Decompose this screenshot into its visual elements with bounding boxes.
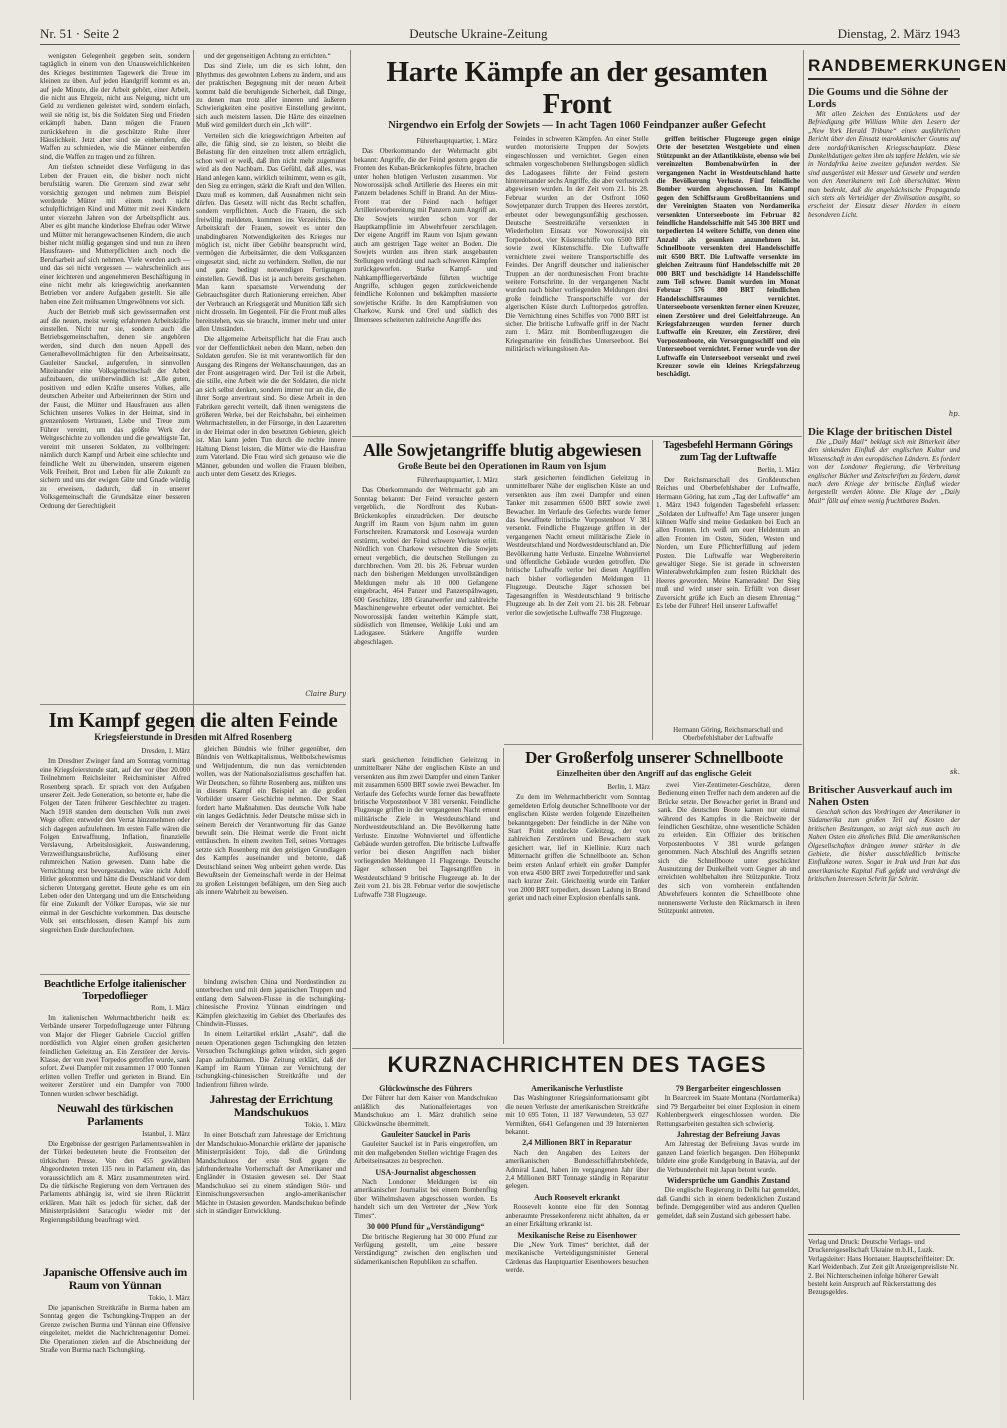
section-divider: [352, 1048, 802, 1049]
article-paragraph: Der Reichsmarschall des Großdeutschen Reiches und Oberbefehlshaber der Luftwaffe, Hermann Göring, hat zum „Tag der Luftwaffe“ am 1. März 1943 folgenden Tagesbefehl erlassen: „Soldaten der Luftwaffe! Am Tage unserer jungen kühnen Waffe sind meine Gedanken bei Euch an allen Fronten. Ich weiß um euer Heldentum an allen Fronten im Osten, Süden, Westen und Norden, um Eure Pflichterfüllung auf jedem Posten. Die Luftwaffe war Wegbereiterin gewaltiger Siege. Sie ist gerade in schwersten Winterabwehrkämpfen zum festen Rückhalt des Heeres geworden. Meine Kameraden! Der Sieg muß und wird unser sein. Erfüllt von dieser Zuversicht grüße ich Euch an diesem Ehrentag.“ Es lebe der Führer! Heil unserer Luftwaffe!: [656, 476, 800, 611]
article-headline: Alle Sowjetangriffe blutig abgewiesen: [362, 440, 642, 460]
article-rosenberg: [40, 708, 346, 970]
column-rule: [803, 50, 804, 1400]
article-schnellboote: [508, 748, 800, 1044]
news-item-headline: Jahrestag der Befreiung Javas: [676, 1130, 780, 1140]
news-item-headline: 79 Bergarbeiter eingeschlossen: [675, 1084, 781, 1093]
page-header: [40, 24, 960, 45]
column-rule: [350, 50, 351, 1400]
article-headline: Der Großerfolg unserer Schnellboote: [525, 748, 783, 767]
article-paragraph: In einer Botschaft zum Jahrestage der Errichtung der Mandschukuo-Monarchie erklärte der japanische Ministerpräsident Tojo, daß die Gründung Mandschukuos der erste Stoß gegen die jahrhundertealte Vorherrschaft der Amerikaner und Engländer in Ostasien gewesen sei. Der Staat Mandschukuo sei zu einem ständigen Stör- und Einmischungsversuchen anglo-amerikanischer Mächte in Ostasien geworden. Mandschukuo befinde sich in ständiger Entwicklung.: [196, 1131, 346, 1215]
sidebar-headline: Britischer Ausverkauf auch im Nahen Osten: [808, 784, 953, 808]
article-subhead: Einzelheiten über den Angriff auf das englische Geleit: [556, 768, 752, 778]
article-paragraph: Das Oberkommando der Wehrmacht gab am Sonntag bekannt: Der Feind versuchte gestern vergeblich, die Nordfront des Kuban-Brückenkopfes einzudrücken. Der deutsche Angriff im Raum von Isjum nahm im guten Fortschreiten. Kramatorsk und Losowaja wurden erstürmt, wobei der Feind schwere Verluste erlitt. Nördlich von Charkow versuchten die Sowjets erneut vergeblich, die deutschen Stellungen zu durchbrechen. Vom 20. bis 26. Februar wurden nach den bisherigen Meldungen unvollständigen Meldungen mehr als 10 000 Gefangene eingebracht, 464 Panzer und Panzerspähwagen, 600 Geschütze, 189 Granatwerfer und zahlreiche Maschinengewehre erbeutet oder vernichtet. Bei Noworossijsk fanden weiterhin Kämpfe statt, südöstlich von Ilmensee, Welikije Luki und am Ladogasee. Stärkere Angriffe wurden abgeschlagen.: [354, 486, 498, 646]
news-item-headline: Gauleiter Sauckel in Paris: [380, 1130, 471, 1140]
article-paragraph: Das Oberkommando der Wehrmacht gibt bekannt: Angriffe, die der Feind gestern gegen die Fronten des Kuban-Brückenkopfes führte, brachen unter hohen blutigen Verlusten zusammen. Vor Noworossijsk schoß Artillerie des Heeres ein mit Panzern beladenes Schiff in Brand. An der Mius-Front trat der Feind nach heftiger Artillerievorbereitung mit Panzern zum Angriff an. Die Sowjets wurden schon vor der Hauptkampflinie im Abwehrfeuer zerschlagen. Der eigene Angriff im Raum von Isjum gewann auch am gestrigen Tage weiter an Boden. Die Sowjets wurden aus ihren stark ausgebauten Stellungen verdrängt und nach schweren Kämpfen zurückgeworfen. Starke Kampf- und Nahkampffliegerverbände führten wuchtige Angriffe, schlugen gegen zurückweichende feindliche Kolonnen und bekämpften massierte sowjetische Kräfte. In den Kampfräumen von Charkow, Kursk und Orel und südlich des Ilmensees scheiterten zahlreiche Angriffe des: [354, 147, 498, 324]
main-subhead: Nirgendwo ein Erfolg der Sowjets — In acht Tagen 1060 Feindpanzer außer Gefecht: [388, 120, 766, 131]
article-main-front: [354, 56, 800, 448]
article-dateline: Berlin, 1. März: [607, 783, 650, 791]
sidebar-headline: Die Goums und die Söhne der Lords: [808, 86, 949, 110]
article-paragraph: Im Dresdner Zwinger fand am Sonntag vormittag eine Kriegsfeierstunde statt, auf der vor über 20.000 Teilnehmern Reichsleiter Reichsminister Alfred Rosenberg sprach. Er sprach von den Aufgaben unserer Zeit. Jede Generation, so betonte er, habe die Folgen der Taten früherer Geschlechter zu tragen. Nach 1918 standen dem deutschen Volk nun zwei Wege offen: entweder den Verrat hinzunehmen oder sich dagegen aufzulehnen. Im ersten Falle wären die Folgen Entwaffnung, Inflation, finanzielle Verslavung, Arbeitslosigkeit, Auswanderung, Verzweiflungsausbrüche, Auflösung einer ruhmreichen Nation gewesen. Dann habe die Vernichtung erst bevorgestanden, wäre nicht Adolf Hitler gekommen und hätte die Deutschland vor dem sicheren Untergang gerettet. Heute gehe es um ein Leben oder den Untergang und um die Entscheidung für eine Zukunft der Völker Europas, wie sie nur einmal in der Geschichte vorkommen. Das deutsche Volk sei entschlossen, diesen Kampf bis zum siegreichen Ende durchzufechten.: [40, 757, 190, 934]
news-item-text: In Bearcreek im Staate Montana (Nordamerika) sind 79 Bergarbeiter bei einer Explosion in einem Kohlenbergwerk eingeschlossen worden. Die Rettungsarbeiten gestalten sich schwierig.: [656, 1094, 800, 1128]
news-item-text: Nach Londoner Meldungen ist ein amerikanischer Journalist bei einem Bombenflug über Wilhelmshaven abgeschossen worden. Es handelt sich um den Vertreter der „New York Times“.: [354, 1178, 498, 1220]
article-signature: Hermann Göring, Reichsmarschall und Oberbefehlshaber der Luftwaffe: [673, 726, 783, 743]
news-item-headline: Auch Roosevelt erkrankt: [534, 1192, 620, 1202]
newspaper-title: Deutsche Ukraine-Zeitung: [409, 26, 548, 41]
article-dateline: Führerhauptquartier, 1. März: [417, 476, 498, 484]
news-item-text: Die englische Regierung in Delhi hat gemeldet, daß Gandhi sich in einem bedenklichen Zustand befinde. Demgegenüber wird aus anderen Quellen gemeldet, daß sein Zustand sich gebessert habe.: [656, 1186, 800, 1220]
article-goering-tagesbefehl: [656, 440, 800, 743]
column-rule: [503, 748, 504, 1044]
news-item-text: Gauleiter Sauckel ist in Paris eingetroffen, um mit den maßgebenden Stellen wichtige Fragen des Arbeitseinsatzes zu besprechen.: [354, 1140, 498, 1166]
sidebar-title: RANDBEMERKUNGEN: [808, 56, 960, 80]
article-paragraph: und der gegenseitigen Achtung zu errichten.“: [204, 52, 331, 60]
article-headline: Jahrestag der Errichtung Mandschukuos: [209, 1092, 333, 1120]
article-paragraph: bindung zwischen China und Nordostindien zu unterbrechen und mit dem japanischen Truppen und entlang dem Salween-Flusse in die tschungking-chinesische Provinz Yünnan eindringen und Kämpfen gleichzeitig im Gebiet des Oberlaufes des Chindwin-Flusses.: [196, 978, 346, 1029]
main-headline: Harte Kämpfe an der gesamten Front: [386, 56, 768, 120]
article-headline: Tagesbefehl Hermann Görings zum Tag der Luftwaffe: [663, 440, 793, 463]
sidebar-randbemerkungen: [808, 56, 1007, 1406]
article-sowjetangriffe: [354, 440, 650, 752]
article-headline: Japanische Offensive auch im Raum von Yünnan: [43, 1265, 187, 1292]
section-divider: [352, 436, 802, 437]
news-item-text: Am Jahrestag der Befreiung Javas wurde im ganzen Land feierlich begangen. Den Höhepunkt bildete eine große Kundgebung in Batavia, auf der die Verbundenheit mit Japan betont wurde.: [656, 1140, 800, 1174]
article-paragraph: Auch der Betrieb muß sich gewissermaßen erst auf die neuen, meist wenig erfahrenen Arbeitskräfte einstellen. Nicht nur sie, sondern auch die Betriebsgemeinschaften, denen sie angehören werden, sind durch den neuen Appell des Generalbevollmächtigten für den Arbeitseinsatz, Gauleiter Sauckel, aufgerufen, in sinnvollen Miteinander eine Volksgemeinschaft der Arbeit aufzubauen, die unüberwindlich ist: „Alle guten, positiven und edlen Kräfte unseres Volkes, alle deutschen Arbeiter und Arbeiterinnen der Stirn und der Faust, die Mütter und Hausfrauen aus allen Schichten unseres Volkes in der Heimat, sind in grenzenlosem Vertrauen, Liebe und Treue zum Führer vereint, um das größte Werk der Weltgeschichte zu vollenden und die gewaltigste Tat, vereint mit unseren Soldaten, zu vollbringen: nämlich durch Kampf und Arbeit eine schlechte und feindliche Welt zu überwinden, unserem eigenen Volk Freiheit, Brot und Leben für alle Zukunft zu sichern und uns der ewigen Güte und Gnade würdig zu erweisen, dadurch, daß in unserer Volksgemeinschaft die Grundsätze einer besseren Ordnung der Gerechtigkeit: [40, 308, 190, 510]
news-item-headline: USA-Journalist abgeschossen: [375, 1167, 476, 1177]
article-paragraph: Feindes in schweren Kämpfen. An einer Stelle wurden motorisierte Truppen der Sowjets eingeschlossen und vernichtet. Gegen einen schmalen vorgeschobenen Stellungsbogen südlich des Ladogasees führte der Feind gestern hintereinander sechs Angriffe, die aber verlustreich abgewiesen wurden. In der Zeit vom 21. bis 28. Februar wurden an der Ostfront 1060 Sowjetpanzer durch Truppen des Heeres zerstört, erbeutet oder bewegungsunfähig geschossen. Deutsche Seestreitkräfte versenkten in Wiederholten Einsatz vor Noworossijsk ein Torpedoboot, vier Küstenschiffe von 6500 BRT sowie zwei Küstenschiffe. Die Luftwaffe vernichtete zwei weitere Transportschiffe des Feindes. Der Angriff deutscher und italienischer Truppen an der nordtunesischen Front brachte weitere Fortschritte. In der vergangenen Nacht wurden nach bisher vorliegenden Meldungen drei große feindliche Transportschiffe vor der algerischen Küste durch Lufttorpedos getroffen. Die Vernichtung eines Schiffes von 7000 BRT ist sicher. Die britische Luftwaffe griff in der Nacht zum 1. März mit Bombenflugzeugen die Kriegsmarine ein feindliches Unterseeboot. Bei militärisch wirkungslosen An-: [505, 135, 649, 354]
news-item-text: Die „New York Times“ berichtet, daß der mexikanische Verteidigungsminister General Cárdenas das Hauptquartier Eisenhowers besuchen werde.: [505, 1240, 649, 1275]
news-item-text: Das Washingtoner Kriegsinformationsamt gibt die neuen Verluste der amerikanischen Streitkräfte mit 10 695 Toten, 11 187 Verwundeten, 53 027 Vermißten, 6641 Gefangenen und 39 Internierten bekannt.: [505, 1094, 649, 1137]
news-item-text: Roosevelt konnte eine für den Sonntag anberaumte Pressekonferenz nicht abhalten, da er an einer Erkältung erkrankt ist.: [505, 1203, 649, 1229]
signature-text: Claire Bury: [305, 690, 346, 698]
article-paragraph: stark gesicherten feindlichen Geleitzug in unmittelbarer Nähe der englischen Küste an und versenkten aus ihm zwei Dampfer und einen Tanker mit zusammen 6500 BRT sowie zwei Bewacher. Im Verlaufe des Gefechts wurde ferner das bewaffnete britische Vorpostenboot V 381 versenkt. Feindliche Flugzeuge griffen in der vergangenen Nacht erneut militärische Ziele in Westdeutschland und Nordwestdeutschland an. Die Bevölkerung hatte Verluste. Einzelne Wohnviertel und öffentliche Gebäude wurden getroffen. Die britische Luftwaffe verlor bei diesen Angriffen nach bisher vorliegenden Meldungen 11 Flugzeuge. Deutsche Jäger schossen bei Tagesangriffen in Westdeutschland 9 britische Flugzeuge ab. In der Zeit vom 21. bis 28. Februar verlor die sowjetische Luftwaffe 738 Flugzeuge.: [506, 474, 650, 617]
article-paragraph: stark gesicherten feindlichen Geleitzug in unmittelbarer Nähe der englischen Küste an und versenkten aus ihm zwei Dampfer und einen Tanker mit zusammen 6500 BRT sowie zwei Bewacher. Im Verlaufe des Gefechts wurde ferner das bewaffnete britische Vorpostenboot V 381 versenkt. Feindliche Flugzeuge griffen in der vergangenen Nacht erneut militärische Ziele in Westdeutschland und Nordwestdeutschland an. Die Bevölkerung hatte Verluste. Einzelne Wohnviertel und öffentliche Gebäude wurden getroffen. Die britische Luftwaffe verlor bei diesen Angriffen nach bisher vorliegenden Meldungen 11 Flugzeuge. Deutsche Jäger schossen bei Tagesangriffen in Westdeutschland 9 britische Flugzeuge ab. In der Zeit vom 21. bis 28. Februar verlor die sowjetische Luftwaffe 738 Flugzeuge.: [354, 756, 500, 899]
news-item-headline: Amerikanische Verlustliste: [531, 1084, 623, 1093]
sidebar-signature: hp.: [948, 410, 960, 418]
article-paragraph: zwei Vier-Zentimeter-Geschütze, deren Bedienung einen Treffer nach dem anderen auf die Brücke setzte. Der Bewacher geriet in Brand und sank. Die deutschen Boote kamen nur einmal während des Kampfes in die Reichweite der feindlichen Geschütze, ohne wesentliche Schäden zu erleiden. Ein Offizier des britischen Vorpostenbootes V 381 wurde gefangen genommen. Nach Abschluß des Angriffs setzten sich die Schnellboote unter geschickter Ausnutzung der Dunkelheit vom Gegner ab und erreichten wohlbehalten ihre Stützpunkte. Trotz des sich von vornherein entfaltenden Abwehrfeuers konnten die Schnellboote ohne nennenswerte Verluste den Rückmarsch in ihren Stützpunkt antreten.: [658, 781, 800, 916]
article-dateline: Berlin, 1. März: [757, 466, 800, 474]
article-headline: Beachtliche Erfolge italienischer Torpedoflieger: [43, 978, 187, 1002]
sidebar-headline: Die Klage der britischen Distel: [808, 426, 952, 438]
article-paragraph: Verteilen sich die kriegswichtigen Arbeiten auf alle, die fähig sind, sie zu leisten, so bleibt die Belastung für den einzelnen trotz allem erträglich, schon weil er weiß, daß ihm nicht mehr zugemutet wird als den Nachbarn. Das Gefühl, daß alles, was Hand anlegen kann, wirklich teilnimmt, wenn es gilt, den Sieg zu erringen, stärkt die Kraft und den Willen. Dazu muß es kommen, daß Ausnahmen nicht sein dürfen. Das Gesetz will nicht das Recht schaffen, sondern verpflichten. Auch die Frauen, die sich freiwillig meldeten, kommen ins Verzeichnis. Die Arbeitskraft der Frauen, soweit es unter den unabdingbaren Notwendigkeiten des Krieges nur möglich ist, nicht über Gebühr beansprucht wird, vermögen die Arbeitsämter, die dem Volksganzen eingesetzt sind, nicht zu verhindern. Stellen, die nur und ganz bedingt notwendigen Fertigungen einstellen. Gewiß. Das ist ja auch bereits geschehen. Man kann sparsamste Verwendung der Gebrauchsgüter durch Rationierung erreichen. Aber der Verbrauch an Kriegsgerät und Munition läßt sich nicht drosseln. Im Gegenteil. Für die Front muß alles bereitstehen, was sie braucht, immer mehr und unter allen Umständen.: [196, 131, 346, 333]
article-dateline: Tokio, 1. März: [304, 1121, 346, 1130]
article-paragraph: griffen britischer Flugzeuge gegen einige Orte der besetzten Westgebiete und einen Stützpunkt an der Atlantikküste, ebenso wie bei vereinzelten Bombenabwürfen in der vergangenen Nacht in Westdeutschland hatte die Bevölkerung Verluste. Fünf feindliche Bomber wurden abgeschossen. Im Kampf gegen den Schiffsraum Großbritanniens und der Vereinigten Staaten von Nordamerika versenkten Unterseeboote im Februar 82 feindliche Handelsschiffe mit 545 300 BRT und torpedierten 14 weitere Schiffe, von denen eine Anzahl als gesunken anzunehmen ist. Schnellboote versenkten drei Handelsschiffe mit 6500 BRT. Die Luftwaffe versenkte im gleichen Zeitraum fünf Handelsschiffe mit 20 000 BRT und beschädigte 14 Handelsschiffe zum Teil schwer. Damit wurden im Monat Februar 576 800 BRT feindlichen Handelsschiffsraumes vernichtet. Unterseeboote versenkten ferner einen Kreuzer, einen Zerstörer und drei Geleitfahrzeuge. An Kriegsfahrzeugen wurden ferner durch Luftwaffe ein Kreuzer, ein Zerstörer, drei Vorpostenboote, ein Versorgungsschiff und ein Unterseeboot vernichtet. Ferner wurde von der Luftwaffe ein Unterseeboot versenkt und zwei Kreuzer sowie ein kleines Kriegsfahrzeug beschädigt.: [656, 135, 800, 379]
sidebar-paragraph: Mit allen Zeichen des Entzückens und der Befriedigung gibt William White den Lesern der „New York Herald Tribune“ einen ausführlichen Bericht über den Einsatz marokkanischer Goums auf dem nordafrikanischen Kriegsschauplatz. Diese Dunkelhäutigen gelten ihm als tapfere Helden, wie sie in Nordafrika keine zweiten gefunden werden. Sie sind ausgerüstet mit Messer und Gewehr und werden von den Amerikanern mit Lob überschüttet. Wenn man bedenkt, daß die angelsächsische Propaganda sich stets als Verteidiger der Zivilisation ausgibt, so erscheint der Einsatz dieser Horden in einem besonderen Licht.: [808, 110, 960, 219]
publisher-imprint: Verlag und Druck: Deutsche Verlags- und Druckereigesellschaft Ukraine m.b.H., Luzk. Verlagsleiter: Hans Hornauer. Hauptschriftleiter: Dr. Karl Weidenbach. Zur Zeit gilt Anzeigenpreisliste Nr. 2. Bei Nichterscheinen infolge höherer Gewalt besteht kein Anspruch auf Rückerstattung des Bezugsgeldes.: [808, 1234, 960, 1297]
news-item-headline: 30 000 Pfund für „Verständigung“: [366, 1222, 485, 1232]
column-rule: [652, 440, 653, 740]
news-item-text: Nach den Angaben des Leiters der amerikanischen Bundesschiffahrtsbehörde, Admiral Land, haben im vergangenen Jahr über 2,4 Millionen BRT Tonnage ständig in Reparatur gelegen.: [505, 1148, 649, 1191]
article-paragraph: wenigsten Gelegenheit gegeben sein, sondern tagtäglich in einem von den Unausweichlichkeiten des Krieges bestimmten Tagewerk die Treue im kleinen zu üben. Auf jeden Handgriff kommt es an, auf jede Minute, die der Arbeit gehört, einer Arbeit, die nicht aus Ehrgeiz, nicht aus Neigung, nicht um Geld zu verdienen geleistet wird, sondern einfach, weil sie nötig ist, bis die Soldaten Sieg und Frieden erkämpft haben. Dann mögen die Frauen zurückkehren in die geschützte Ruhe ihrer Häuslichkeit. Jetzt aber sind sie einberufen, die Waffen zu schmieden, wie die Männer einberufen sind, die Waffen zu tragen und zu führen.: [40, 52, 190, 161]
news-item-text: Die britische Regierung hat 30 000 Pfund zur Verfügung gestellt, um „eine bessere Verständigung“ zwischen den englischen und südamerikanischen Republiken zu schaffen.: [354, 1232, 498, 1266]
article-paragraph: gleichen Bündnis wie früher gegenüber, den Bündnis von Weltkapitalismus, Weltbolschewismus und Weltjudentum, die nun das vernichtenden wollen, was der Nationalsozialismus geschaffen hat. Wir Deutschen, so führte Rosenberg aus, müßten uns in diesem Kampf ein Beispiel an die großen Vorbilder unserer Geschichte nehmen. Der Staat fordert harte Maßnahmen. Das deutsche Volk habe ein langes Gedächtnis. Jeder Deutsche müsse sich in seinem Bereich der Verantwortung für das Ganze bewußt sein. Die Heimat werde die Front nicht enttäuschen. In einem zweiten Teil, seines Vortrages setzte sich Rosenberg mit den geistigen Grundlagen des Kampfes auseinander und betonte, daß Deutschland seinen Weg unbeirrt gehen werde. Das Bewußtsein der Gemeinschaft werde in der Heimat zu großen Leistungen befähigen, um den Sieg auch als innere Wahrheit zu beweisen.: [196, 745, 346, 896]
article-dateline: Dresden, 1. März: [141, 747, 190, 755]
section-divider: [40, 974, 190, 975]
article-paragraph: In einem Leitartikel erklärt „Asahi“, daß die neuen Operationen gegen Tschungking den letzten Versuchen Tschungkings gelten würden, sich gegen Japan aufzubäumen. Die Zeitung erklärt, daß der Kampf im Raum Yünnan zur Vernichtung der tschungking-chinesischen Streitkräfte und der Indienfront führen würde.: [196, 1030, 346, 1089]
article-subhead: Große Beute bei den Operationen im Raum von Isjum: [397, 461, 607, 471]
news-item-headline: Glückwünsche des Führers: [379, 1084, 473, 1093]
sidebar-paragraph: Geschah schon das Vordringen der Amerikaner in Südamerika zum großen Teil auf Kosten der britischen Besitzungen, so zeigt sich nun auch im Nahen Osten ein ähnliches Bild. Die amerikanischen Ölgesellschaften drängen immer stärker in die Gebiete, die bisher ausschließlich britische Einflußzone waren. Sogar in Irak und Iran hat das amerikanische Kapital Fuß gefaßt und verdrängt die britischen Interessen Schritt für Schritt.: [808, 808, 960, 884]
article-headline: Im Kampf gegen die alten Feinde: [48, 708, 338, 732]
article-paragraph: Zu dem im Wehrmachtbericht vom Sonntag gemeldeten Erfolg deutscher Schnellboote vor der englischen Küste werden folgende Einzelheiten bekanntgegeben: Der feindliche in der Nähe von Start Point entdeckte Geleitzug, der von zahlreichen Zerstörern und Bewachern stark gesichert war, lief in Kiellinie. Kurz nach Mitternacht griffen die Schnellboote an. Schon beim ersten Anlauf erhielt ein großer Dampfer von etwa 4500 BRT zwei Torpedotreffer und sank nach kurzer Zeit. Gleichzeitig wurde ein Tanker von 2000 BRT torpediert, dessen Ladung in Brand geriet und nach einer Explosion ebenfalls sank.: [508, 793, 650, 903]
article-sowjetangriffe-continued: [354, 756, 500, 1044]
article-tschungking-mandschukuo: [196, 978, 346, 1406]
article-paragraph: Am tiefsten schneidet diese Verfügung in das Leben der Frauen ein, die bisher noch nicht berufstätig waren. Die Grenzen sind zwar sehr vorsichtig gezogen und nehmen zum Beispiel werdende Mütter mit einem noch nicht schulpflichtigen Kind und Mütter mit zwei Kindern unter vierzehn Jahren von der Arbeitspflicht aus. Aber es gibt manche kinderlose Ehefrau oder Witwe und Mütter mit herangewachsenen Kindern, die auch bisher nicht müßig gegangen sind und nun zu ihren Hausfrauen- und Mutterpflichten auch noch die Berufsarbeit auf sich nehmen. Viele werden auch — und das sei nicht vergessen — wahrscheinlich aus einer leichteren und angenehmeren Beschäftigung in eine nicht mehr als kriegswichtig anerkannten Betrieben vor andere Aufgaben gestellt. Sie alle haben eine Zeit mühsamen Umgewöhnens vor sich.: [40, 163, 190, 306]
news-item-headline: Mexikanische Reise zu Eisenhower: [517, 1230, 637, 1240]
article-paragraph: Das sind Ziele, um die es sich lohnt, den Rhythmus des gewohnten Lebens zu ändern, und aus der praktischen Begegnung mit der neuen Arbeit kommt bald die beruhigende Sicherheit, daß Dinge, zu denen man trotz aller inneren und äußeren Schwierigkeiten eine positive Einstellung gewinnt, sich auch meistern lassen. Die Härte des einzelnen Muß wird gemildert durch ein „Ich will“.: [196, 62, 346, 130]
article-dateline: Führerhauptquartier, 1. März: [416, 137, 498, 145]
article-dateline: Rom, 1. März: [151, 1004, 190, 1012]
sidebar-signature: sk.: [949, 768, 960, 776]
article-tuerkei: [40, 1102, 190, 1262]
sidebar-paragraph: Die „Daily Mail“ beklagt sich mit Bitterkeit über den sinkenden Einfluß der englischen Kultur und Wissenschaft in den europäischen Ländern. Es fordert von der Londoner Regierung, die Verbreitung englischer Bücher und Zeitschriften zu fördern, damit nach dem Kriege der britische Einfluß wieder hergestellt werden könne. Die Klage der „Daily Mail“ fällt auf einen wenig fruchtbaren Boden.: [808, 438, 960, 505]
article-paragraph: Die allgemeine Arbeitspflicht hat die Frau auch vor der Oeffentlichkeit neben den Mann, neben den Soldaten gerufen. Sie ist mit verantwortlich für den Ausgang des Ringens der Weltanschauungen, das an der Front ausgetragen wird. Der Teil ist die Arbeit, die stille, eine Arbeit wie die der Soldaten, die nicht an sich selbst denken, sondern immer nur an die, die ihrer Sorge anvertraut sind. So diese Arbeit in den Fabriken gerecht verteilt, daß ihnen wenigstens die größeren Werke, bei der Reichsbahn, bei einheimen Wehrmachtstellen, in der Fürsorge, in den Lazaretten in der Heimat oder in den besetzten Gebieten, gleich ist. Man kann jeden Tun durch die rechte innere Haltung Dienst leisten, die Mütter wie die Hausfrau zum Vaterland. Die Frau wird sich genauso wie die Männer, gebunden und wollen die Frauen bleiben, auch unter dem Gesetz des Krieges.: [196, 335, 346, 478]
article-yuennan: [40, 1266, 190, 1406]
news-item-headline: Widersprüche um Gandhis Zustand: [666, 1176, 790, 1186]
article-dateline: Istanbul, 1. März: [142, 1130, 190, 1138]
kurznachrichten-title: KURZNACHRICHTEN DES TAGES: [387, 1052, 767, 1077]
article-paragraph: Die Ergebnisse der gestrigen Parlamentswahlen in der Türkei bedeuteten heute die Frontseiten der türkischen Presse. Von den 455 gewählten Abgeordneten treten 135 neu in Parlament ein, das voraussichtlich am 8. März zusammentreten wird. Da die türkische Regierung von dem Vertrauen des Parlaments abhängig ist, wird sie ihren Rücktritt erklären. Man hält es jedoch für sicher, daß der Ministerpräsident Saracoglu wieder mit der Regierungsbildung beauftragt wird.: [40, 1140, 190, 1224]
article-frauen-arbeit-col1: [40, 52, 190, 652]
kurznachrichten-section: [354, 1052, 800, 1412]
article-paragraph: Die japanischen Streitkräfte in Burma haben am Sonntag gegen die Tschungking-Truppen an der Grenze zwischen Burma und Yünnan eine Offensive eingeleitet, meldet die Nachrichtenagentur Domei. Die Operationen zielen auf die Abschneidung der Straße von Burma nach Tschungking.: [40, 1304, 190, 1355]
section-divider: [40, 704, 346, 705]
article-paragraph: Im italienischen Wehrmachtbericht heißt es: Verbände unserer Torpedoflugzeuge unter Führung von Major der Flieger Gabriele Cucciol griffen nordöstlich von Algier einen großen gesicherten feindlichen Geleitzug an. Ein Zerstörer der Jervis-Klasse, der von zwei Torpedos getroffen wurde, sank sofort. Zwei Dampfer mit zusammen 17 000 Tonnen erlitten vollen Treffer und gerieten in Brand. Ein weiterer Zerstörer und ein Dampfer von 7000 Tonnen wurden schwer beschädigt.: [40, 1014, 190, 1098]
issue-date: Dienstag, 2. März 1943: [837, 26, 960, 41]
article-subhead: Kriegsfeierstunde in Dresden mit Alfred Rosenberg: [94, 732, 292, 742]
article-dateline: Tokio, 1. März: [148, 1294, 190, 1302]
news-item-text: Der Führer hat dem Kaiser von Mandschukuo anläßlich des Nationalfeiertages von Mandschukuo am 1. März drahtlich seine Glückwünsche übermittelt.: [354, 1094, 498, 1128]
author-signature: [196, 690, 346, 700]
article-torpedoflieger: [40, 978, 190, 1098]
article-headline: Neuwahl des türkischen Parlaments: [56, 1101, 174, 1128]
news-item-headline: 2,4 Millionen BRT in Reparatur: [522, 1138, 632, 1148]
issue-number: Nr. 51 · Seite 2: [40, 26, 120, 41]
section-divider: [504, 744, 802, 745]
article-frauen-arbeit-col2: [196, 52, 346, 650]
